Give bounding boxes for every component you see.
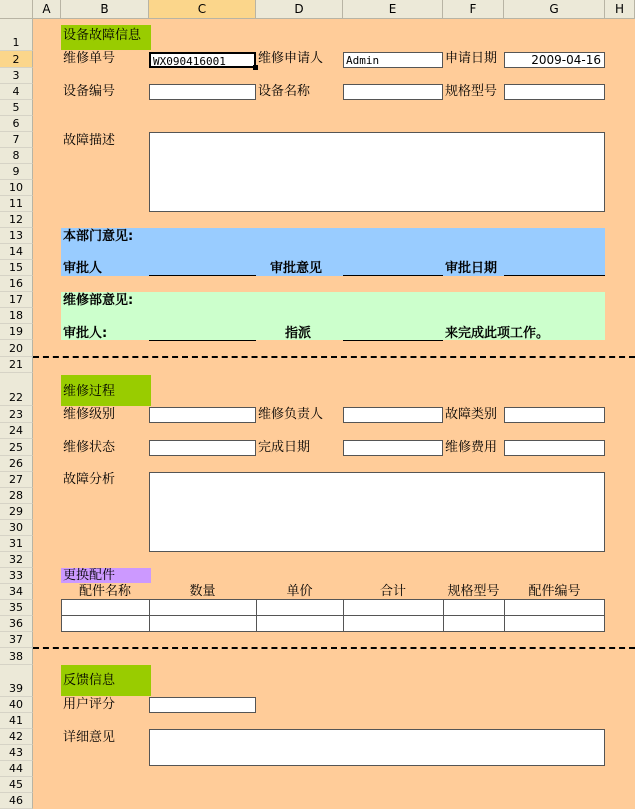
row-header[interactable]: 6 (0, 116, 33, 132)
repair-status-input[interactable] (149, 440, 256, 456)
parts-cell[interactable] (443, 599, 505, 616)
column-header-c[interactable]: C (149, 0, 256, 19)
row-header[interactable]: 13 (0, 228, 33, 244)
section-title-repair-process: 维修过程 (61, 375, 151, 406)
row-header[interactable]: 34 (0, 584, 33, 600)
apply-date-input[interactable]: 2009-04-16 (504, 52, 605, 68)
select-all-corner[interactable] (0, 0, 33, 19)
column-header-b[interactable]: B (61, 0, 149, 19)
page-break-line (33, 647, 635, 649)
row-header[interactable]: 1 (0, 19, 33, 51)
row-header[interactable]: 5 (0, 100, 33, 116)
row-header[interactable]: 18 (0, 308, 33, 324)
row-header[interactable]: 36 (0, 616, 33, 632)
row-header[interactable]: 23 (0, 406, 33, 423)
row-header[interactable]: 14 (0, 244, 33, 260)
row-header[interactable]: 20 (0, 340, 33, 357)
model-input[interactable] (504, 84, 605, 100)
dept-date-field[interactable] (504, 260, 605, 276)
dept-approver-field[interactable] (149, 260, 256, 276)
section-title-feedback: 反馈信息 (61, 665, 151, 696)
finish-date-label: 完成日期 (258, 440, 311, 455)
repair-no-input[interactable]: WX090416001 (149, 52, 256, 68)
finish-date-input[interactable] (343, 440, 443, 456)
row-header[interactable]: 27 (0, 472, 33, 488)
page-break-line (33, 356, 635, 358)
row-header[interactable]: 40 (0, 697, 33, 713)
dept-date-label: 审批日期 (445, 261, 498, 276)
fault-desc-label: 故障描述 (63, 133, 116, 148)
row-header[interactable]: 37 (0, 632, 33, 648)
parts-header-total: 合计 (379, 584, 406, 599)
user-rating-input[interactable] (149, 697, 256, 713)
fault-type-input[interactable] (504, 407, 605, 423)
row-header[interactable]: 25 (0, 439, 33, 456)
repair-approver-label: 审批人: (63, 326, 108, 341)
parts-header-name: 配件名称 (78, 584, 131, 599)
row-header[interactable]: 2 (0, 51, 33, 68)
parts-cell[interactable] (504, 615, 605, 632)
repair-owner-label: 维修负责人 (258, 407, 324, 422)
complete-label: 来完成此项工作。 (445, 326, 550, 341)
detail-opinion-label: 详细意见 (63, 730, 116, 745)
dept-opinion-field[interactable] (343, 260, 443, 276)
row-header[interactable]: 7 (0, 132, 33, 148)
parts-cell[interactable] (256, 615, 344, 632)
row-header[interactable]: 4 (0, 84, 33, 100)
row-header[interactable]: 45 (0, 777, 33, 793)
section-title-device-fault: 设备故障信息 (61, 25, 151, 50)
row-header[interactable]: 38 (0, 648, 33, 665)
parts-cell[interactable] (443, 615, 505, 632)
column-header-d[interactable]: D (256, 0, 343, 19)
row-header[interactable]: 33 (0, 568, 33, 584)
row-header[interactable]: 11 (0, 196, 33, 212)
model-label: 规格型号 (445, 84, 498, 99)
column-header-h[interactable]: H (605, 0, 635, 19)
row-header[interactable]: 10 (0, 180, 33, 196)
repair-cost-label: 维修费用 (445, 440, 498, 455)
fault-analysis-textarea[interactable] (149, 472, 605, 552)
row-header[interactable]: 3 (0, 68, 33, 84)
row-header[interactable]: 8 (0, 148, 33, 164)
repair-status-label: 维修状态 (63, 440, 116, 455)
row-header[interactable]: 19 (0, 324, 33, 340)
row-header[interactable]: 31 (0, 536, 33, 552)
apply-date-label: 申请日期 (445, 51, 498, 66)
parts-header-qty: 数量 (189, 584, 216, 599)
row-header[interactable]: 12 (0, 212, 33, 228)
device-name-label: 设备名称 (258, 84, 311, 99)
row-header[interactable]: 43 (0, 745, 33, 761)
fault-desc-textarea[interactable] (149, 132, 605, 212)
row-header[interactable]: 22 (0, 373, 33, 406)
row-header[interactable]: 42 (0, 729, 33, 745)
row-header[interactable]: 29 (0, 504, 33, 520)
device-no-label: 设备编号 (63, 84, 116, 99)
user-rating-label: 用户评分 (63, 697, 116, 712)
fault-type-label: 故障类别 (445, 407, 498, 422)
row-header[interactable]: 28 (0, 488, 33, 504)
column-header-a[interactable]: A (33, 0, 61, 19)
row-header[interactable]: 9 (0, 164, 33, 180)
parts-cell[interactable] (343, 615, 444, 632)
parts-cell[interactable] (256, 599, 344, 616)
repair-level-input[interactable] (149, 407, 256, 423)
parts-header-code: 配件编号 (528, 584, 581, 599)
column-header-g[interactable]: G (504, 0, 605, 19)
parts-cell[interactable] (504, 599, 605, 616)
assign-label: 指派 (285, 326, 312, 341)
row-header[interactable]: 16 (0, 276, 33, 292)
parts-cell[interactable] (343, 599, 444, 616)
row-header[interactable]: 39 (0, 665, 33, 697)
row-header[interactable]: 32 (0, 552, 33, 568)
row-header[interactable]: 17 (0, 292, 33, 308)
device-no-input[interactable] (149, 84, 256, 100)
dept-opinion-label: 审批意见 (270, 261, 323, 276)
parts-cell[interactable] (149, 615, 257, 632)
column-header-e[interactable]: E (343, 0, 443, 19)
applicant-label: 维修申请人 (258, 51, 324, 66)
parts-header-model: 规格型号 (447, 584, 500, 599)
fault-analysis-label: 故障分析 (63, 472, 116, 487)
repair-owner-input[interactable] (343, 407, 443, 423)
column-header-f[interactable]: F (443, 0, 504, 19)
row-header[interactable]: 21 (0, 357, 33, 373)
parts-title: 更换配件 (61, 568, 151, 583)
device-name-input[interactable] (343, 84, 443, 100)
row-header[interactable]: 46 (0, 793, 33, 809)
repair-dept-title: 维修部意见: (63, 293, 134, 308)
assign-field[interactable] (343, 325, 443, 341)
repair-approver-field[interactable] (149, 325, 256, 341)
parts-cell[interactable] (61, 615, 150, 632)
repair-level-label: 维修级别 (63, 407, 116, 422)
parts-header-price: 单价 (286, 584, 313, 599)
row-header[interactable]: 41 (0, 713, 33, 729)
dept-opinion-title: 本部门意见: (63, 229, 134, 244)
applicant-input[interactable]: Admin (343, 52, 443, 68)
row-header[interactable]: 15 (0, 260, 33, 276)
dept-approver-label: 审批人 (63, 261, 103, 276)
repair-cost-input[interactable] (504, 440, 605, 456)
row-header[interactable]: 30 (0, 520, 33, 536)
repair-no-label: 维修单号 (63, 51, 116, 66)
row-header[interactable]: 35 (0, 600, 33, 616)
detail-opinion-textarea[interactable] (149, 729, 605, 766)
parts-cell[interactable] (149, 599, 257, 616)
parts-cell[interactable] (61, 599, 150, 616)
row-header[interactable]: 24 (0, 423, 33, 439)
row-header[interactable]: 26 (0, 456, 33, 472)
row-header[interactable]: 44 (0, 761, 33, 777)
